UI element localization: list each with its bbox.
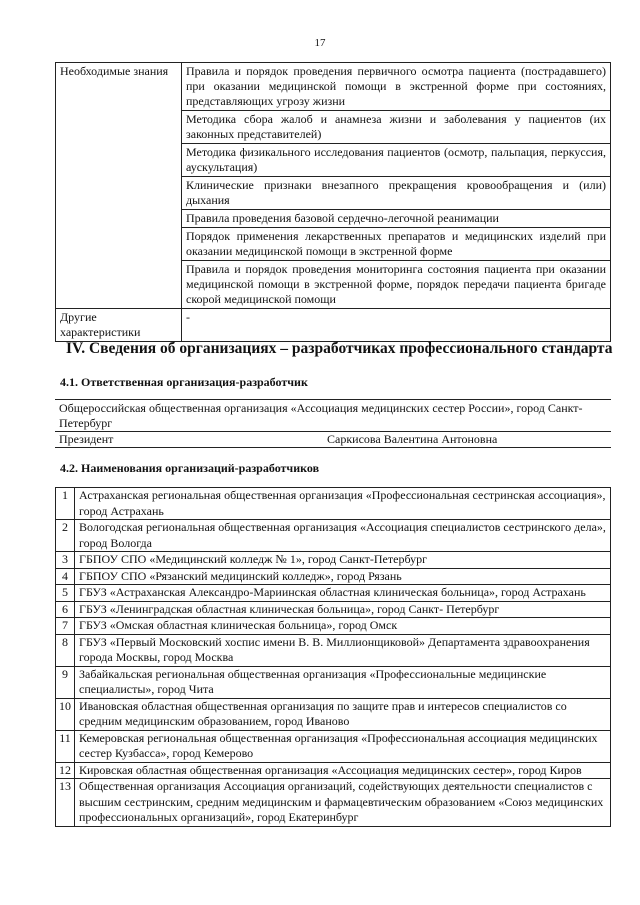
- table-row: [56, 585, 611, 602]
- table-row: [56, 520, 611, 552]
- org-name: ГБУЗ «Астраханская Александро-Мариинская областная клиническая больница», город Астрахань: [75, 585, 611, 602]
- page-number: 17: [314, 37, 326, 49]
- org-name: ГБПОУ СПО «Медицинский колледж № 1», город Санкт-Петербург: [75, 552, 611, 569]
- table-cell: Правила и порядок проведения мониторинга состояния пациента при оказании медицинской помощи в экстренной форме, порядок передачи пациента бригаде скорой медицинской помощи: [182, 261, 611, 309]
- org-name: ГБУЗ «Первый Московский хоспис имени В. В. Миллионщиковой» Департамента здравоохранения города Москвы, город Москва: [75, 634, 611, 666]
- table-row: [56, 698, 611, 730]
- row-number: 2: [56, 520, 75, 552]
- row-number: 5: [56, 585, 75, 602]
- table-row: [56, 488, 611, 520]
- requirements-table: [55, 62, 611, 342]
- row-number: 9: [56, 666, 75, 698]
- table-row: [56, 730, 611, 762]
- table-row: [56, 568, 611, 585]
- row-number: 11: [56, 730, 75, 762]
- table-row: [56, 309, 611, 342]
- org-name: Ивановская областная общественная организация по защите прав и интересов специалистов со средним медицинским образованием, город Иваново: [75, 698, 611, 730]
- org-name: ГБУЗ «Омская областная клиническая больница», город Омск: [75, 618, 611, 635]
- table-cell: Методика сбора жалоб и анамнеза жизни и заболевания у пациентов (их законных представителей): [182, 111, 611, 144]
- table-row: [56, 63, 611, 111]
- responsible-org-table: [55, 399, 611, 448]
- row-number: 6: [56, 601, 75, 618]
- row-number: 4: [56, 568, 75, 585]
- table-row: [56, 779, 611, 827]
- org-name: ГБПОУ СПО «Рязанский медицинский колледж», город Рязань: [75, 568, 611, 585]
- row-number: 3: [56, 552, 75, 569]
- org-person: Саркисова Валентина Антоновна: [323, 432, 611, 448]
- row-number: 13: [56, 779, 75, 827]
- table-row: [55, 400, 611, 432]
- org-position: Президент: [55, 432, 323, 448]
- row-number: 7: [56, 618, 75, 635]
- row-label: Другие характеристики: [56, 309, 182, 342]
- table-row: [56, 762, 611, 779]
- developers-table: [55, 487, 611, 827]
- subsection-title: 4.1. Ответственная организация-разработчик: [60, 375, 308, 389]
- table-cell: -: [182, 309, 611, 342]
- table-row: [55, 432, 611, 448]
- org-name: Общественная организация Ассоциация организаций, содействующих деятельности специалистов с высшим сестринским, средним медицинским и фармацевтическим образованием «Союз медицинских профессиональных организаций», город Екатеринбург: [75, 779, 611, 827]
- table-row: [56, 666, 611, 698]
- org-name: Кировская областная общественная организация «Ассоциация медицинских сестер», город Киров: [75, 762, 611, 779]
- table-row: [56, 552, 611, 569]
- org-name: Забайкальская региональная общественная организация «Профессиональные медицинские специалисты», город Чита: [75, 666, 611, 698]
- table-cell: Порядок применения лекарственных препаратов и медицинских изделий при оказании медицинской помощи в экстренной форме: [182, 228, 611, 261]
- org-name: Вологодская региональная общественная организация «Ассоциация специалистов сестринского дела», город Вологда: [75, 520, 611, 552]
- row-number: 8: [56, 634, 75, 666]
- table-cell: Правила и порядок проведения первичного осмотра пациента (пострадавшего) при оказании медицинской помощи в экстренной форме при состояниях, представляющих угрозу жизни: [182, 63, 611, 111]
- row-number: 10: [56, 698, 75, 730]
- table-cell: Клинические признаки внезапного прекращения кровообращения и (или) дыхания: [182, 177, 611, 210]
- table-cell: Правила проведения базовой сердечно-легочной реанимации: [182, 210, 611, 228]
- org-name: Астраханская региональная общественная организация «Профессиональная сестринская ассоциация», город Астрахань: [75, 488, 611, 520]
- table-cell: Методика физикального исследования пациентов (осмотр, пальпация, перкуссия, аускультация): [182, 144, 611, 177]
- table-row: [56, 618, 611, 635]
- table-row: [56, 601, 611, 618]
- section-title: IV. Сведения об организациях – разработчиках профессионального стандарта: [66, 340, 613, 357]
- row-number: 12: [56, 762, 75, 779]
- row-label: Необходимые знания: [56, 63, 182, 309]
- table-row: [56, 634, 611, 666]
- subsection-title: 4.2. Наименования организаций-разработчиков: [60, 461, 320, 475]
- org-name: ГБУЗ «Ленинградская областная клиническая больница», город Санкт- Петербург: [75, 601, 611, 618]
- row-number: 1: [56, 488, 75, 520]
- org-name: Общероссийская общественная организация «Ассоциация медицинских сестер России», город Санкт-Петербург: [55, 400, 611, 432]
- org-name: Кемеровская региональная общественная организация «Профессиональная ассоциация медицинских сестер Кузбасса», город Кемерово: [75, 730, 611, 762]
